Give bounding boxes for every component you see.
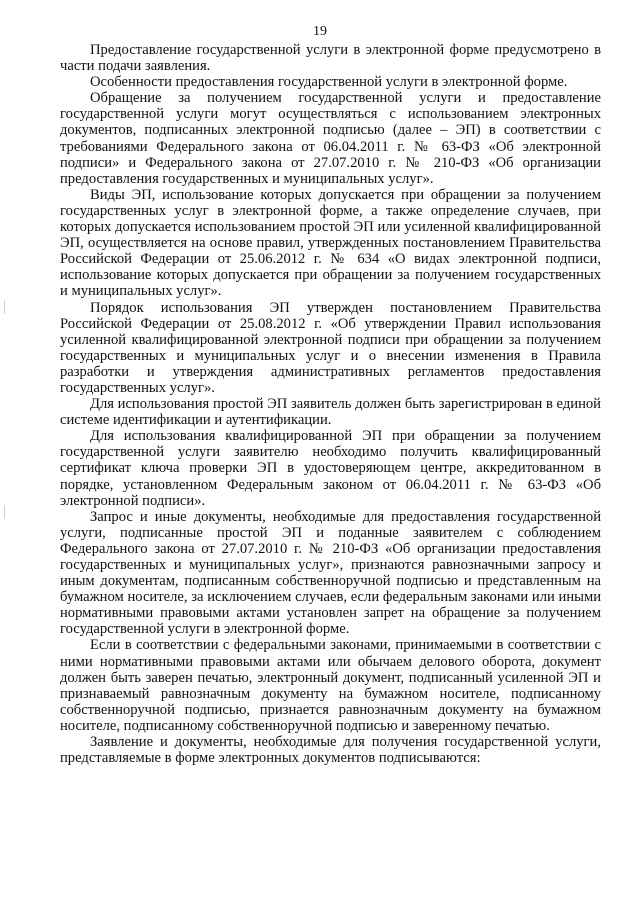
- paragraph-seal-requirement: Если в соответствии с федеральными законами, принимаемыми в соответствии с ними нормативными правовыми актами или обычаем делового оборота, документ должен быть заверен печатью, электронный документ, подписанный усиленной ЭП и признаваемый равнозначным документу на бумажном носителе, подписанному собственноручной подписью, признается равнозначным документу на бумажном носителе, подписанному собственноручной подписью и заверенному печатью.: [60, 637, 601, 734]
- paragraph-equivalence: Запрос и иные документы, необходимые для предоставления государственной услуги, подписанные простой ЭП и поданные заявителем с соблюдением Федерального закона от 27.07.2010 г. № 210-ФЗ «Об организации предоставления государственных и муниципальных услуг», признаются равнозначными запросу и иным документам, подписанным собственноручной подписью и представленным на бумажном носителе, за исключением случаев, если федеральным законами или иными нормативными правовыми актами установлен запрет на обращение за получением государственной услуги в электронной форме.: [60, 508, 601, 638]
- paragraph-electronic-form-provision: Предоставление государственной услуги в электронной форме предусмотрено в части подачи заявления.: [60, 42, 601, 75]
- paragraph-electronic-form-features: Особенности предоставления государственной услуги в электронной форме.: [90, 74, 568, 91]
- paragraph-simple-signature: Для использования простой ЭП заявитель должен быть зарегистрирован в единой системе идентификации и аутентификации.: [60, 396, 601, 429]
- scan-edge-mark: [4, 505, 5, 519]
- paragraph-signature-procedure: Порядок использования ЭП утвержден постановлением Правительства Российской Федерации от 25.08.2012 г. «Об утверждении Правил использования усиленной квалифицированной электронной подписи при обращении за получением государственных и муниципальных услуг и о внесении изменения в Правила разработки и утверждения административных регламентов предоставления государственных услуг».: [60, 299, 601, 396]
- document-body: [60, 42, 601, 766]
- scan-edge-mark: [4, 300, 5, 314]
- paragraph-qualified-signature: Для использования квалифицированной ЭП при обращении за получением государственной услуги заявителю необходимо получить квалифицированный сертификат ключа проверки ЭП в удостоверяющем центре, аккредитованном в порядке, установленном Федеральным законом от 06.04.2011 г. № 63-ФЗ «Об электронной подписи».: [60, 428, 601, 509]
- paragraph-electronic-documents: Обращение за получением государственной услуги и предоставление государственной услуги могут осуществляться с использованием электронных документов, подписанных электронной подписью (далее – ЭП) в соответствии с требованиями Федерального закона от 06.04.2011 г. № 63-ФЗ «Об электронной подписи» и Федерального закона от 27.07.2010 г. № 210-ФЗ «Об организации предоставления государственных и муниципальных услуг».: [60, 90, 601, 187]
- paragraph-signature-types: Виды ЭП, использование которых допускается при обращении за получением государственных услуг в электронной форме, а также определение случаев, при которых допускается использованием простой ЭП или усиленной квалифицированной ЭП, осуществляется на основе правил, утвержденных постановлением Правительства Российской Федерации от 25.06.2012 г. № 634 «О видах электронной подписи, использование которых допускается при обращении за получением государственных и муниципальных услуг».: [60, 186, 601, 300]
- page-number: 19: [313, 24, 327, 39]
- paragraph-signing-documents: Заявление и документы, необходимые для получения государственной услуги, представляемые в форме электронных документов подписываются:: [60, 734, 601, 767]
